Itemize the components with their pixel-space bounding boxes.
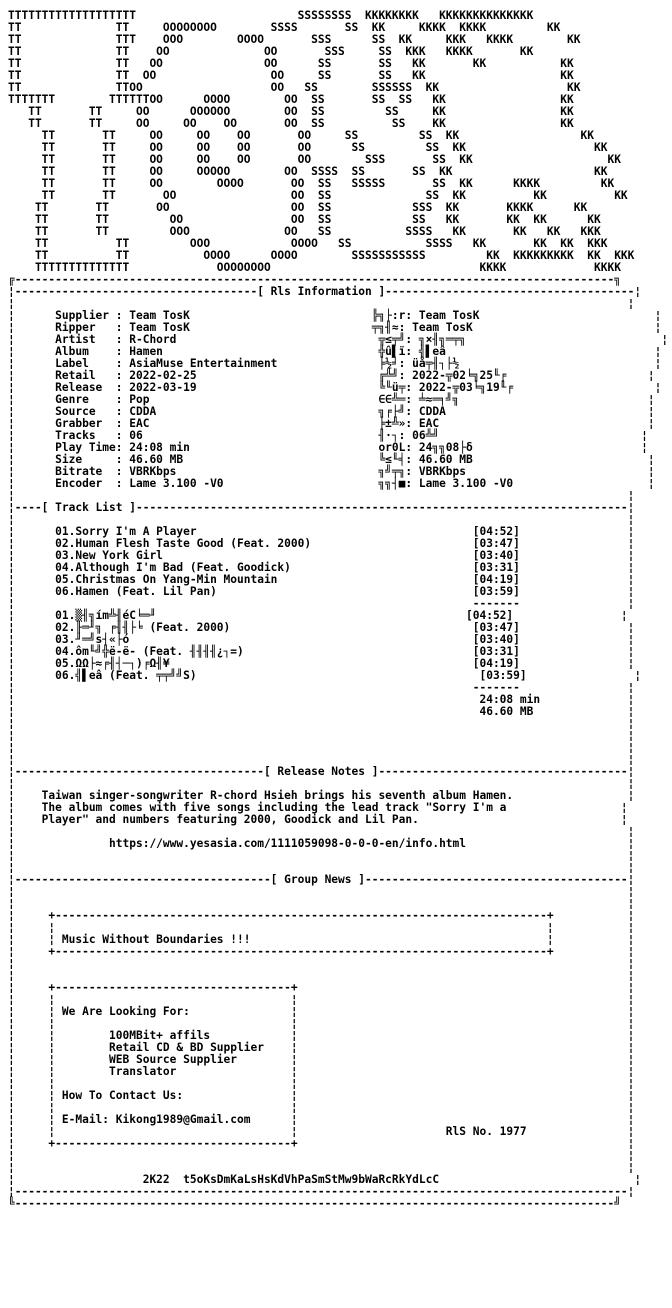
nfo-line: ¦ ¦ bbox=[8, 849, 635, 862]
nfo-line: ¦ Play Time: 24:08 min or0L: 24╗╗08├δ ¦ bbox=[8, 441, 648, 454]
nfo-line: ¦ ¦ bbox=[8, 969, 635, 982]
nfo-line: ╚-----------------------------------------------------------------------------------------╝ bbox=[8, 1197, 621, 1210]
nfo-line: ¦ ¦ bbox=[8, 297, 635, 310]
nfo-line: ¦ 46.60 MB ¦ bbox=[8, 705, 635, 718]
nfo-line: ¦------------------------------------[ Rls Information ]-------------------------------------¦ bbox=[8, 285, 642, 298]
nfo-line: ¦ ¦ ¦ ¦ bbox=[8, 1077, 635, 1090]
nfo-line: ¦ ¦ bbox=[8, 1161, 635, 1174]
nfo-line: ¦ +-----------------------------------+ ¦ bbox=[8, 1137, 635, 1150]
nfo-line: TT TT OO OO OO OO SS SS KK KK bbox=[8, 141, 608, 154]
nfo-line: ¦ https://www.yesasia.com/1111059098-0-0-0-en/info.html ¦ bbox=[8, 837, 635, 850]
nfo-line: ¦ 24:08 min ¦ bbox=[8, 693, 635, 706]
nfo-line: ¦ ¦ bbox=[8, 489, 635, 502]
nfo-line: ¦ +-----------------------------------+ ¦ bbox=[8, 981, 635, 994]
nfo-line: ¦ +-------------------------------------------------------------------------+ ¦ bbox=[8, 909, 635, 922]
nfo-line: ¦ ¦ bbox=[8, 1149, 635, 1162]
nfo-line: ¦ ¦ Retail CD & BD Supplier ¦ ¦ bbox=[8, 1041, 635, 1054]
nfo-line: TT TT OO OOOOO OO SSSS SS SS KK KK bbox=[8, 165, 608, 178]
nfo-line: ¦ Bitrate : VBRKbps ╗╝╤╗: VBRKbps ¦ bbox=[8, 465, 655, 478]
nfo-line: ¦ ¦ Translator ¦ ¦ bbox=[8, 1065, 635, 1078]
nfo-line: ¦ Grabber : EAC ╞±╩»: EAC ¦ bbox=[8, 417, 655, 430]
nfo-line: ¦ ¦ bbox=[8, 825, 635, 838]
nfo-line: TT TT OO OO OO OO SS SS KK KK bbox=[8, 129, 594, 142]
nfo-line: ¦ ¦ bbox=[8, 957, 635, 970]
nfo-line: ¦ 05.ΩΩ├≈╒╢┤─┐)╒Ω╢¥ [04:19] ¦ bbox=[8, 657, 635, 670]
nfo-line: TT TT OO OO SS SS KK KK KK bbox=[8, 189, 628, 202]
nfo-line: ¦ ¦ bbox=[8, 897, 635, 910]
nfo-line: ¦ ¦ bbox=[8, 513, 635, 526]
nfo-line: TT TT OOOO OOOO SSSSSSSSSSS KK KKKKKKKKK KK KKK bbox=[8, 249, 635, 262]
nfo-line: ¦ ¦ ¦ ¦ bbox=[8, 1101, 635, 1114]
nfo-line: ¦ Album : Hamen ╬û▌ï: ╣▌eâ ¦ bbox=[8, 345, 662, 358]
nfo-line: ¦ Tracks : 06 ╢·┐: 06╩╝ ¦ bbox=[8, 429, 648, 442]
nfo-line: ¦ Encoder : Lame 3.100 -V0 ╗╗┤■: Lame 3.100 -V0 ¦ bbox=[8, 477, 655, 490]
nfo-line: ¦ 04.Although I'm Bad (Feat. Goodick) [03:31] ¦ bbox=[8, 561, 635, 574]
nfo-line: ¦ 02.Human Flesh Taste Good (Feat. 2000) [03:47] ¦ bbox=[8, 537, 635, 550]
nfo-line: TT TTOO OO SS SSSSSS KK KK bbox=[8, 81, 581, 94]
nfo-line: TT TT OOOOOOOO SSSS SS KK KKKK KKKK KK bbox=[8, 21, 561, 34]
nfo-line: ¦ Genre : Pop ∈∈╩═: ╧≈═╕╝╗ ¦ bbox=[8, 393, 655, 406]
nfo-line: ¦ 05.Christmas On Yang-Min Mountain [04:19] ¦ bbox=[8, 573, 635, 586]
nfo-line: ¦ Release : 2022-03-19 ╚╙ü╤: 2022-╦03╘╗19╙╒ ¦ bbox=[8, 381, 662, 394]
nfo-line: ¦ Size : 46.60 MB ╚≤╙╡: 46.60 MB ¦ bbox=[8, 453, 655, 466]
nfo-line: TT TT OO OOOO OO SS SSSSS SS KK KKKK KK bbox=[8, 177, 615, 190]
nfo-line: ¦ 03.New York Girl [03:40] ¦ bbox=[8, 549, 635, 562]
nfo-line: TT TTT OOO OOOO SSS SS KK KKK KKKK KK bbox=[8, 33, 581, 46]
nfo-line: ¦----[ Track List ]-------------------------------------------------------------------------¦ bbox=[8, 501, 635, 514]
nfo-line: ¦ 01.▒╢╗ím╩╢éC╘═╜ [04:52] ¦ bbox=[8, 609, 628, 622]
nfo-line: TT TT OO OO SS SS KK KK bbox=[8, 69, 574, 82]
nfo-line: TTTTTTTTTTTTTTTTTTT SSSSSSSS KKKKKKKK KKKKKKKKKKKKKK bbox=[8, 9, 534, 22]
nfo-line: TT TT OO OO OO OO SS SS KK KK bbox=[8, 117, 574, 130]
nfo-line: ¦ ¦ We Are Looking For: ¦ ¦ bbox=[8, 1005, 635, 1018]
nfo-line: TT TT OOO OO SS SSSS KK KK KK KKK bbox=[8, 225, 601, 238]
nfo-line: ¦ Supplier : Team TosK ╠╗├:r: Team TosK ¦ bbox=[8, 309, 662, 322]
nfo-line: ╔-----------------------------------------------------------------------------------------╗ bbox=[8, 273, 621, 286]
nfo-line: ¦ Ripper : Team TosK ╤╗╢≈: Team TosK ¦ bbox=[8, 321, 662, 334]
nfo-line: TT TT OO OO SS SS KK KK KK bbox=[8, 57, 574, 70]
nfo-line: ¦ 06.Hamen (Feat. Lil Pan) [03:59] ¦ bbox=[8, 585, 635, 598]
nfo-line: ¦ ¦ bbox=[8, 729, 635, 742]
nfo-line: TT TT OO OO SSS SS KKK KKKK KK bbox=[8, 45, 534, 58]
nfo-line: ¦ 2K22 t5oKsDmKaLsHsKdVhPaSmStMw9bWaRcRkYdLcC ¦ bbox=[8, 1173, 642, 1186]
nfo-line: TT TT OO OO SS SS KK KK KK KK bbox=[8, 213, 601, 226]
nfo-line: TT TT OO OO SS SSS KK KKKK KK bbox=[8, 201, 588, 214]
nfo-line: ¦ ¦ ¦ RlS No. 1977 ¦ bbox=[8, 1125, 635, 1138]
nfo-line: TT TT OO OOOOOO OO SS SS KK KK bbox=[8, 105, 574, 118]
nfo-line: ¦ ¦ bbox=[8, 741, 635, 754]
nfo-line: ¦ ¦ Music Without Boundaries !!! ¦ ¦ bbox=[8, 933, 635, 946]
nfo-line: TTTTTTTTTTTTTT OOOOOOOO KKKK KKKK bbox=[8, 261, 621, 274]
nfo-line: ¦--------------------------------------[ Group News ]---------------------------------------¦ bbox=[8, 873, 635, 886]
nfo-line: ¦-------------------------------------[ Release Notes ]-------------------------------------¦ bbox=[8, 765, 635, 778]
nfo-line: ¦ ¦ bbox=[8, 885, 635, 898]
nfo-line: ¦ Taiwan singer-songwriter R-chord Hsieh brings his seventh album Hamen. ¦ bbox=[8, 789, 635, 802]
nfo-line: ¦ Retail : 2022-02-25 ╔╩╝: 2022-╦02╘╗25╙╒ ¦ bbox=[8, 369, 655, 382]
nfo-line: ¦ ¦ 100MBit+ affils ¦ ¦ bbox=[8, 1029, 635, 1042]
nfo-line: ¦ Source : CDDA ╗╒├╝: CDDA ¦ bbox=[8, 405, 655, 418]
nfo-line: ¦ ¦ bbox=[8, 861, 635, 874]
nfo-line: ¦ Artist : R-Chord ╦≤╤╝: ╗×╢╗═╤╗ ¦ bbox=[8, 333, 669, 346]
nfo-line: ¦ 04.ôm╙╝╬ë-ë- (Feat. ╢╢╢╢¿┐=) [03:31] ¦ bbox=[8, 645, 635, 658]
nfo-line: ¦ 02.╟═╜╗ ╒╢╢├╘ (Feat. 2000) [03:47] ¦ bbox=[8, 621, 635, 634]
nfo-line: ¦ ¦ bbox=[8, 777, 635, 790]
nfo-line: TTTTTTT TTTTTTOO OOOO OO SS SS SS KK KK bbox=[8, 93, 574, 106]
nfo-line: ¦ The album comes with five songs including the lead track "Sorry I'm a ¦ bbox=[8, 801, 628, 814]
nfo-line: ¦ ¦ How To Contact Us: ¦ ¦ bbox=[8, 1089, 635, 1102]
nfo-line: ¦ Player" and numbers featuring 2000, Goodick and Lil Pan. ¦ bbox=[8, 813, 628, 826]
nfo-line: TT TT OOO OOOO SS SSSS KK KK KK KKK bbox=[8, 237, 608, 250]
nfo-line: ¦ ------- ¦ bbox=[8, 597, 635, 610]
nfo-line: ¦ +-------------------------------------------------------------------------+ ¦ bbox=[8, 945, 635, 958]
nfo-line: ¦ Label : AsiaMuse Entertainment ╞½╛: üå╤╢┐├½ ¦ bbox=[8, 357, 662, 370]
nfo-line: ¦ ------- ¦ bbox=[8, 681, 635, 694]
nfo-line: ¦ ¦ bbox=[8, 753, 635, 766]
nfo-line: ¦ 06.╣▌eâ (Feat. ╤╤╝╝S) [03:59] ¦ bbox=[8, 669, 642, 682]
nfo-line: ¦ ¦ bbox=[8, 717, 635, 730]
nfo-line: TT TT OO OO OO OO SSS SS KK KK bbox=[8, 153, 621, 166]
nfo-line: ¦ 03.╜═╝s┤«├ó [03:40] ¦ bbox=[8, 633, 635, 646]
nfo-line: ¦ ¦ ¦ ¦ bbox=[8, 921, 635, 934]
nfo-line: ¦ ¦ ¦ ¦ bbox=[8, 1017, 635, 1030]
nfo-line: ¦-------------------------------------------------------------------------------------------¦ bbox=[8, 1185, 635, 1198]
nfo-line: ¦ 01.Sorry I'm A Player [04:52] ¦ bbox=[8, 525, 635, 538]
nfo-line: ¦ ¦ ¦ ¦ bbox=[8, 993, 635, 1006]
nfo-line: ¦ ¦ E-Mail: Kikong1989@Gmail.com ¦ ¦ bbox=[8, 1113, 635, 1126]
nfo-line: ¦ ¦ WEB Source Supplier ¦ ¦ bbox=[8, 1053, 635, 1066]
